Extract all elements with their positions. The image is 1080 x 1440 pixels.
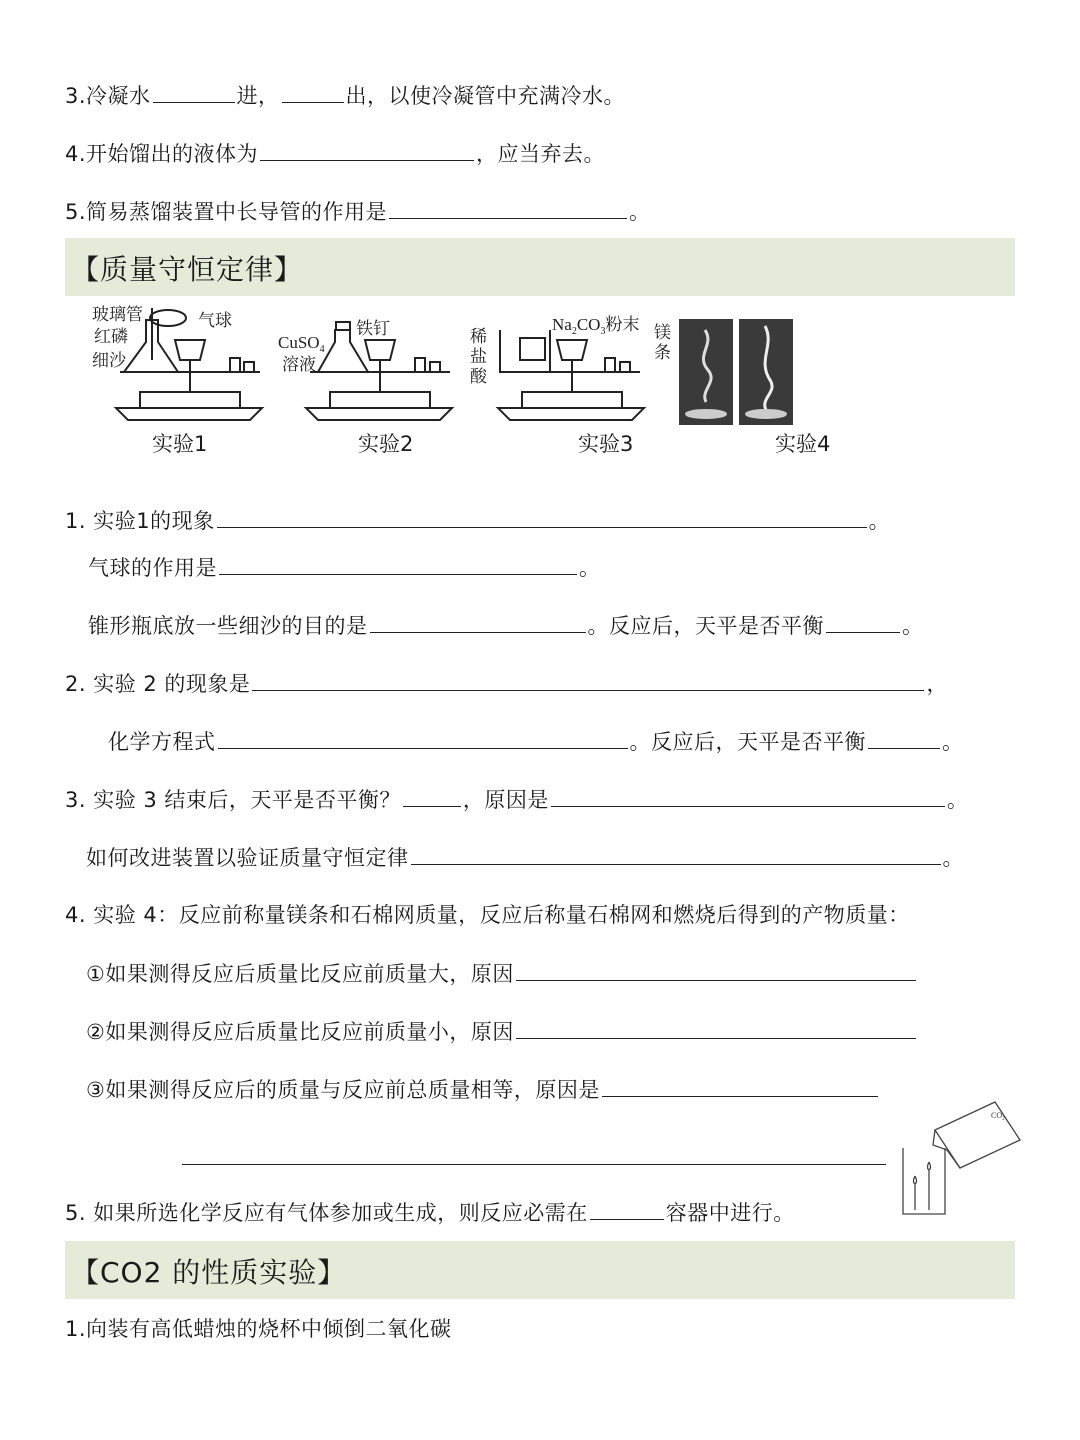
q4-case-3: ③如果测得反应后的质量与反应前总质量相等，原因是 — [86, 1074, 880, 1105]
answer-blank[interactable] — [516, 958, 916, 981]
answer-blank[interactable] — [403, 784, 461, 807]
co2-question-1: 1.向装有高低蜡烛的烧杯中倾倒二氧化碳 — [65, 1317, 452, 1341]
answer-blank[interactable] — [370, 610, 586, 633]
label-mg-2: 条 — [654, 343, 671, 362]
answer-blank[interactable] — [590, 1197, 664, 1220]
label-na2co3: Na — [552, 315, 572, 334]
q1-phenomenon: 1. 实验1的现象 。 — [65, 505, 890, 536]
answer-blank[interactable] — [389, 196, 627, 219]
answer-blank[interactable] — [282, 80, 344, 103]
label-glass-tube: 玻璃管 — [92, 305, 143, 324]
co2-pour-illustration — [895, 1090, 1035, 1220]
magnesium-photo-icon — [680, 320, 792, 424]
label-balloon: 气球 — [198, 311, 232, 330]
answer-blank[interactable] — [218, 726, 628, 749]
answer-blank[interactable] — [219, 552, 577, 575]
answer-blank[interactable] — [516, 1016, 916, 1039]
q2-equation: 化学方程式 。反应后，天平是否平衡 。 — [108, 726, 964, 757]
label-cuso4: CuSO — [278, 333, 320, 352]
svg-text:Na2CO3粉末: $Na_2CO_3$粉末 — [552, 315, 640, 337]
q2-phenomenon: 2. 实验 2 的现象是 ， — [65, 668, 948, 699]
section-header-mass-conservation: 【质量守恒定律】 — [65, 238, 1015, 296]
answer-blank[interactable] — [826, 610, 900, 633]
answer-blank[interactable] — [868, 726, 940, 749]
answer-blank[interactable] — [153, 80, 235, 103]
label-fine-sand: 细沙 — [92, 351, 126, 370]
question-3-condenser: 3.冷凝水 进， 出，以使冷凝管中充满冷水。 — [65, 80, 625, 111]
beaker-icon — [903, 1148, 945, 1214]
answer-blank[interactable] — [217, 505, 867, 528]
question-4-distillate: 4.开始馏出的液体为 ，应当弃去。 — [65, 138, 605, 169]
label-iron-nail: 铁钉 — [356, 319, 390, 338]
q3-balance: 3. 实验 3 结束后，天平是否平衡？ ，原因是 。 — [65, 784, 968, 815]
answer-blank-continuation[interactable] — [182, 1142, 886, 1165]
experiment-3-label: 实验3 — [578, 432, 634, 456]
q4-case-2: ②如果测得反应后质量比反应前质量小，原因 — [86, 1016, 918, 1047]
experiment-1-label: 实验1 — [152, 432, 208, 456]
balance-3-icon — [498, 330, 644, 420]
label-acid: 酸 — [470, 367, 487, 386]
q1-balloon-function: 气球的作用是 。 — [88, 552, 601, 583]
q1-sand-purpose: 锥形瓶底放一些细沙的目的是 。反应后，天平是否平衡 。 — [88, 610, 924, 641]
co2-bottle-label: CO — [991, 1111, 1003, 1120]
q3-improvement: 如何改进装置以验证质量守恒定律 。 — [86, 842, 964, 873]
answer-blank[interactable] — [260, 138, 474, 161]
svg-text:CuSO4: CuSO$_4$ — [278, 333, 325, 355]
q5-container: 5. 如果所选化学反应有气体参加或生成，则反应必需在 容器中进行。 — [65, 1197, 795, 1228]
label-red-phosphorus: 红磷 — [94, 327, 128, 346]
question-5-long-tube: 5.简易蒸馏装置中长导管的作用是 。 — [65, 196, 651, 227]
answer-blank[interactable] — [252, 668, 924, 691]
q4-intro: 4. 实验 4：反应前称量镁条和石棉网质量，反应后称量石棉网和燃烧后得到的产物质量： — [65, 903, 910, 927]
q4-case-1: ①如果测得反应后质量比反应前质量大，原因 — [86, 958, 918, 989]
section-header-co2: 【CO2 的性质实验】 — [65, 1241, 1015, 1299]
experiment-4-label: 实验4 — [775, 432, 831, 456]
co2-bottle-icon — [935, 1102, 1020, 1168]
answer-blank[interactable] — [602, 1074, 878, 1097]
label-solution: 溶液 — [282, 355, 316, 374]
answer-blank[interactable] — [551, 784, 945, 807]
label-salt: 盐 — [470, 347, 487, 366]
answer-blank[interactable] — [411, 842, 941, 865]
experiment-2-label: 实验2 — [358, 432, 414, 456]
label-dilute: 稀 — [470, 327, 487, 346]
svg-text:CO2: $CO_2$ — [991, 1111, 1005, 1122]
label-mg-1: 镁 — [654, 323, 671, 342]
